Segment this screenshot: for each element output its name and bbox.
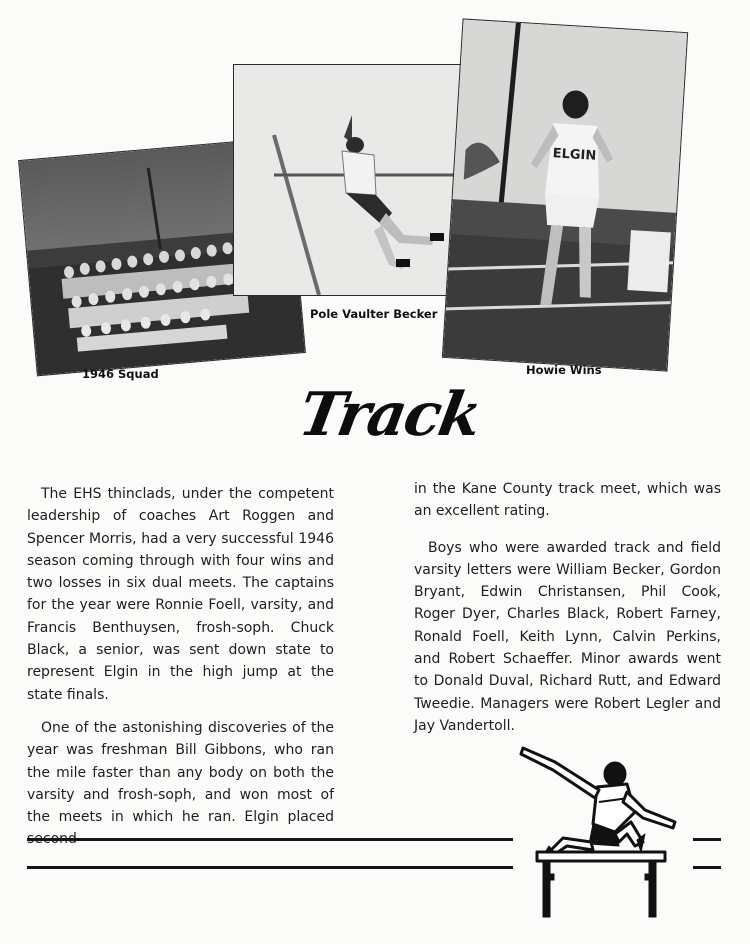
article-paragraph: in the Kane County track meet, which was an excellent rating. — [414, 481, 721, 520]
decorative-rule — [693, 866, 721, 869]
pole-vault-photo-image — [234, 65, 484, 295]
article-paragraph: One of the astonishing discoveries of the year was freshman Bill Gibbons, who ran the mile faster than any body on both the varsity and frosh-soph, and won most of the meets in which he ran. Elgin placed — [27, 719, 334, 826]
article-right-column — [414, 478, 721, 737]
caption-howie-wins: Howie Wins — [526, 363, 602, 377]
caption-squad: 1946 Squad — [82, 367, 159, 381]
article-left-column — [27, 483, 334, 851]
decorative-rule — [27, 838, 513, 841]
page-title: Track — [293, 380, 486, 450]
article-paragraph: Boys who were awarded track and field varsity letters were William Becker, Gordon Bryant, Edwin Christansen, Phil Cook, Roger Dyer, Charles Black, Robert Farney, Ronald Foell, Keith Lynn, Calvin Perkins, and Robert Schaeffer. Minor awards went to Donald Duval, Richard Rutt, and Edward Tweedie. Managers were Robert Legler and Jay Vandertoll. — [414, 539, 721, 734]
decorative-rule — [27, 866, 513, 869]
decorative-rule — [693, 838, 721, 841]
runner-photo-image — [443, 19, 687, 370]
runner-jersey-text: ELGIN — [552, 146, 597, 164]
article-paragraph: The EHS thinclads, under the competent leadership of coaches Art Roggen and Spencer Morris, had a very successful 1946 season coming through with four wins and two losses in six dual meets. The captains for the year were Ronnie Foell, varsity, and Francis Benthuysen, frosh-soph. Chuck Black, a senior, was sent down state to represent Elgin in the high jump at the state finals. — [27, 486, 334, 703]
caption-pole-vaulter: Pole Vaulter Becker — [310, 307, 438, 321]
runner-photo — [442, 18, 688, 371]
hurdler-illustration — [515, 742, 690, 922]
